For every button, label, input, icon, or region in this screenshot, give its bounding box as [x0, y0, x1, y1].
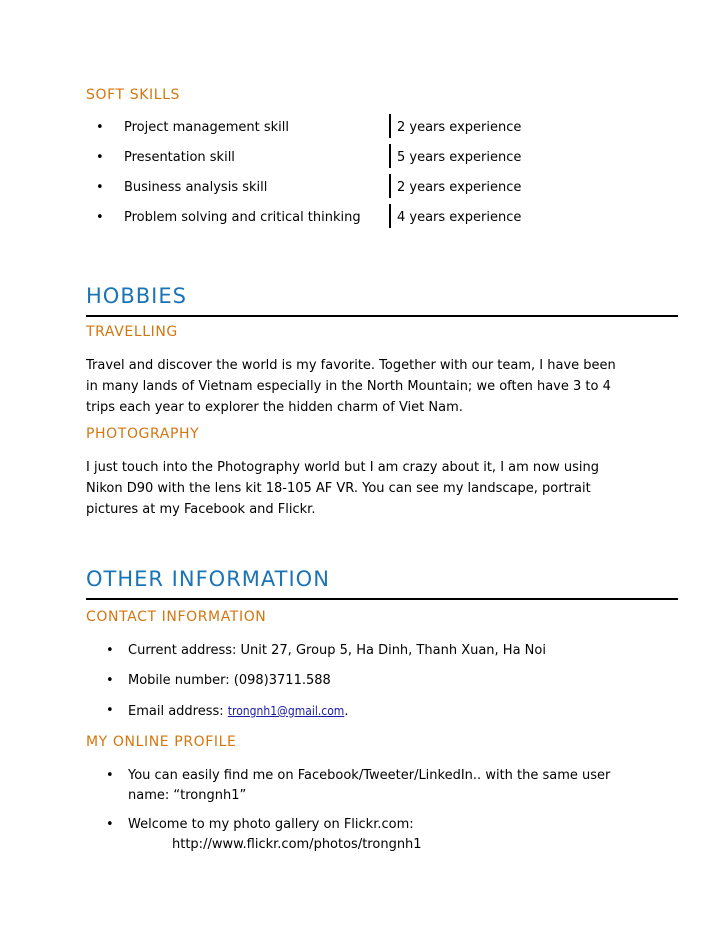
- travelling-paragraph: [86, 355, 616, 418]
- paragraph-line: I just touch into the Photography world but I am crazy about it, I am now using: [86, 460, 599, 475]
- column-divider: [389, 174, 391, 198]
- bullet: •: [106, 817, 114, 832]
- skill-experience: 2 years experience: [397, 120, 522, 135]
- email-label: Email address:: [128, 704, 228, 719]
- bullet: •: [96, 150, 104, 165]
- bullet: •: [96, 120, 104, 135]
- skill-row: [0, 210, 728, 232]
- paragraph-line: Nikon D90 with the lens kit 18-105 AF VR. You can see my landscape, portrait: [86, 481, 591, 496]
- bullet: •: [106, 703, 114, 718]
- travelling-heading: TRAVELLING: [86, 324, 178, 340]
- section-rule: [86, 315, 678, 317]
- bullet: •: [106, 768, 114, 783]
- column-divider: [389, 144, 391, 168]
- bullet: •: [96, 210, 104, 225]
- email-line: [128, 701, 648, 722]
- email-suffix: .: [344, 704, 349, 719]
- contact-information-heading: CONTACT INFORMATION: [86, 609, 267, 625]
- skill-name: Problem solving and critical thinking: [124, 210, 361, 225]
- soft-skills-heading: SOFT SKILLS: [86, 87, 180, 103]
- skill-experience: 4 years experience: [397, 210, 522, 225]
- other-information-heading: OTHER INFORMATION: [86, 567, 330, 591]
- section-rule: [86, 598, 678, 600]
- photography-heading: PHOTOGRAPHY: [86, 426, 200, 442]
- text-line: You can easily find me on Facebook/Tweeter/LinkedIn.. with the same user: [128, 768, 611, 783]
- flickr-text: [128, 815, 648, 855]
- hobbies-heading: HOBBIES: [86, 284, 187, 308]
- skill-name: Presentation skill: [124, 150, 235, 165]
- paragraph-line: trips each year to explorer the hidden charm of Viet Nam.: [86, 400, 463, 415]
- mobile-text: Mobile number: (098)3711.588: [128, 673, 331, 688]
- skill-row: [0, 150, 728, 172]
- address-text: Current address: Unit 27, Group 5, Ha Dinh, Thanh Xuan, Ha Noi: [128, 643, 546, 658]
- bullet: •: [96, 180, 104, 195]
- facebook-text: [128, 766, 648, 806]
- skill-name: Business analysis skill: [124, 180, 268, 195]
- paragraph-line: Travel and discover the world is my favorite. Together with our team, I have been: [86, 358, 616, 373]
- email-link[interactable]: trongnh1@gmail.com: [227, 704, 345, 718]
- column-divider: [389, 114, 391, 138]
- skill-row: [0, 180, 728, 202]
- flickr-url[interactable]: http://www.flickr.com/photos/trongnh1: [172, 837, 422, 852]
- photography-paragraph: [86, 457, 599, 520]
- text-line: name: “trongnh1”: [128, 788, 247, 803]
- skill-name: Project management skill: [124, 120, 289, 135]
- text-line: Welcome to my photo gallery on Flickr.com:: [128, 817, 414, 832]
- column-divider: [389, 204, 391, 228]
- skill-experience: 5 years experience: [397, 150, 522, 165]
- online-profile-heading: MY ONLINE PROFILE: [86, 734, 237, 750]
- paragraph-line: pictures at my Facebook and Flickr.: [86, 502, 316, 517]
- bullet: •: [106, 673, 114, 688]
- paragraph-line: in many lands of Vietnam especially in the North Mountain; we often have 3 to 4: [86, 379, 611, 394]
- bullet: •: [106, 643, 114, 658]
- skill-row: [0, 120, 728, 142]
- skill-experience: 2 years experience: [397, 180, 522, 195]
